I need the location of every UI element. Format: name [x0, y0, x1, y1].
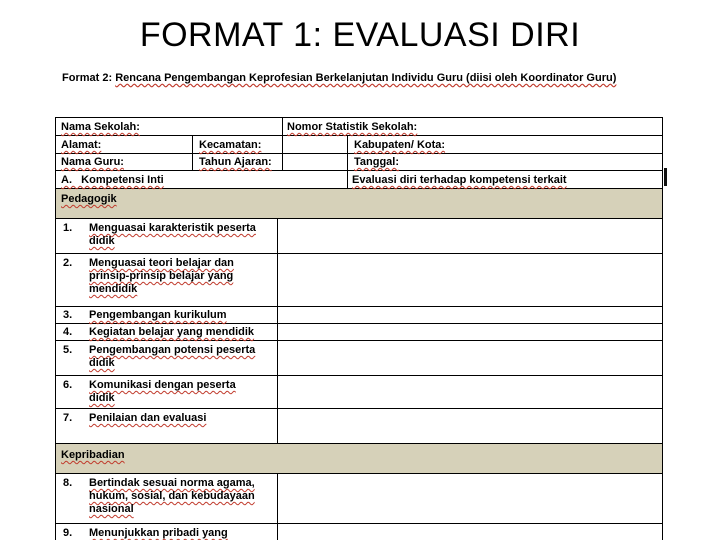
section-heading-kepribadian: Kepribadian [61, 449, 125, 461]
list-item: Kegiatan belajar yang mendidik [89, 326, 255, 338]
label-nama-guru: Nama Guru: [61, 156, 124, 168]
item-number: 5. [63, 344, 73, 356]
label-nama-sekolah: Nama Sekolah: [61, 121, 140, 133]
label-alamat: Alamat: [61, 139, 102, 151]
slide-title: FORMAT 1: EVALUASI DIRI [139, 16, 581, 54]
intro-text: Rencana Pengembangan Keprofesian Berkelanjutan Individu Guru (diisi oleh Koordinator Guru) [115, 72, 617, 84]
section-shade-pedagogik [56, 188, 663, 218]
item-number: 4. [63, 326, 73, 338]
row-line [55, 188, 663, 189]
section-heading-pedagogik: Pedagogik [61, 193, 117, 205]
item-number: 8. [63, 477, 73, 489]
label-tahun-ajaran: Tahun Ajaran: [199, 156, 272, 168]
list-item: Bertindak sesuai norma agama, hukum, sosial, dan kebudayaan nasional [89, 477, 255, 515]
row-line [55, 523, 663, 524]
row-line [55, 306, 663, 307]
table-border-top [55, 117, 663, 118]
col-line [277, 218, 278, 443]
form-intro [62, 70, 662, 87]
row-line [55, 408, 663, 409]
col-line [347, 135, 348, 188]
list-item: Menunjukkan pribadi yang [89, 527, 228, 539]
item-number: 2. [63, 257, 73, 269]
item-number: 1. [63, 222, 73, 234]
row-line [55, 153, 663, 154]
list-item: Penilaian dan evaluasi [89, 412, 207, 424]
item-number: 6. [63, 379, 73, 391]
col-line [282, 117, 283, 171]
label-kecamatan: Kecamatan: [199, 139, 262, 151]
label-nomor-statistik: Nomor Statistik Sekolah: [287, 121, 418, 133]
row-line [55, 218, 663, 219]
table-border-right [662, 117, 663, 540]
row-line [55, 323, 663, 324]
list-item: Pengembangan kurikulum [89, 309, 227, 321]
row-line [55, 375, 663, 376]
row-line [55, 253, 663, 254]
row-line [55, 340, 663, 341]
row-line [55, 443, 663, 444]
label-kabupaten: Kabupaten/ Kota: [354, 139, 446, 151]
text-cursor [664, 168, 667, 186]
col-line [192, 135, 193, 171]
label-kompetensi-inti: A. Kompetensi Inti [61, 174, 164, 186]
row-line [55, 170, 663, 171]
label-tanggal: Tanggal: [354, 156, 400, 168]
item-number: 7. [63, 412, 73, 424]
row-line [55, 135, 663, 136]
section-shade-kepribadian [56, 443, 663, 473]
list-item: Menguasai karakteristik peserta didik [89, 222, 256, 247]
intro-prefix: Format 2: [62, 72, 113, 84]
item-number: 9. [63, 527, 73, 539]
list-item: Menguasai teori belajar dan prinsip-prinsip belajar yang mendidik [89, 257, 234, 295]
row-line [55, 473, 663, 474]
item-number: 3. [63, 309, 73, 321]
list-item: Pengembangan potensi peserta didik [89, 344, 256, 369]
table-border-left [55, 117, 56, 540]
label-evaluasi-diri: Evaluasi diri terhadap kompetensi terkait [352, 174, 567, 186]
list-item: Komunikasi dengan peserta didik [89, 379, 236, 404]
